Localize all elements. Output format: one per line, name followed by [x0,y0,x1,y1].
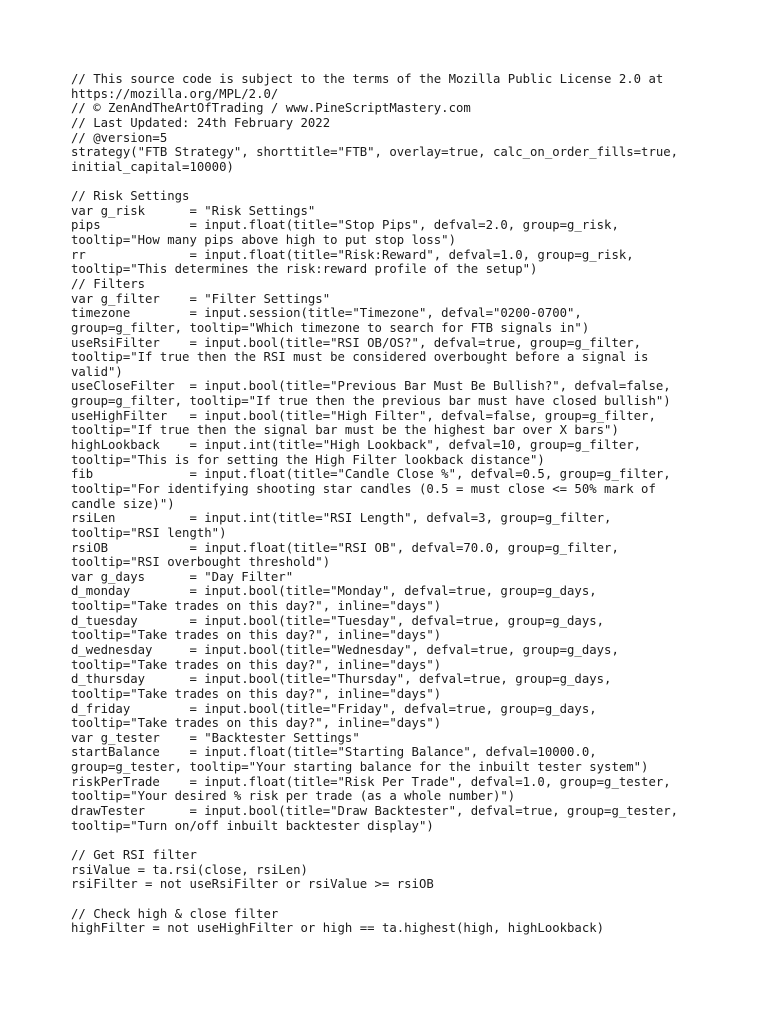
code-line: rsiOB = input.float(title="RSI OB", defval=70.0, group=g_filter, [71,540,619,555]
code-line: var g_days = "Day Filter" [71,569,294,584]
code-line: tooltip="How many pips above high to put stop loss") [71,233,456,248]
code-line: pips = input.float(title="Stop Pips", defval=2.0, group=g_risk, [71,218,619,233]
code-line: // Filters [71,276,146,291]
code-line: strategy("FTB Strategy", shorttitle="FTB", overlay=true, calc_on_order_fills=true, [71,145,679,160]
code-line: rr = input.float(title="Risk:Reward", defval=1.0, group=g_risk, [71,247,634,262]
code-line: d_monday = input.bool(title="Monday", defval=true, group=g_days, [71,584,597,599]
code-line: tooltip="This determines the risk:reward profile of the setup") [71,262,538,277]
code-line: https://mozilla.org/MPL/2.0/ [71,86,279,101]
code-line: rsiFilter = not useRsiFilter or rsiValue >= rsiOB [71,877,434,892]
code-line: tooltip="This is for setting the High Filter lookback distance") [71,452,545,467]
code-line [71,174,751,189]
code-line: // Check high & close filter [71,906,279,921]
code-line: d_thursday = input.bool(title="Thursday", defval=true, group=g_days, [71,672,612,687]
code-line: fib = input.float(title="Candle Close %", defval=0.5, group=g_filter, [71,467,671,482]
code-line: highLookback = input.int(title="High Lookback", defval=10, group=g_filter, [71,438,642,453]
code-line: highFilter = not useHighFilter or high == ta.highest(high, highLookback) [71,921,605,936]
code-line: d_wednesday = input.bool(title="Wednesday", defval=true, group=g_days, [71,642,619,657]
code-line: rsiLen = input.int(title="RSI Length", defval=3, group=g_filter, [71,511,612,526]
code-line: // © ZenAndTheArtOfTrading / www.PineScriptMastery.com [71,101,471,116]
code-line: rsiValue = ta.rsi(close, rsiLen) [71,862,308,877]
code-line [71,833,751,848]
code-line: tooltip="Take trades on this day?", inline="days") [71,686,442,701]
code-line: tooltip="If true then the RSI must be considered overbought before a signal is [71,350,649,365]
code-line: drawTester = input.bool(title="Draw Backtester", defval=true, group=g_tester, [71,804,679,819]
code-line: startBalance = input.float(title="Starting Balance", defval=10000.0, [71,745,597,760]
code-line: candle size)") [71,496,175,511]
code-line: var g_tester = "Backtester Settings" [71,730,360,745]
code-line: valid") [71,364,123,379]
code-line: // Last Updated: 24th February 2022 [71,115,331,130]
code-line: group=g_tester, tooltip="Your starting balance for the inbuilt tester system") [71,760,649,775]
code-line: useRsiFilter = input.bool(title="RSI OB/OS?", defval=true, group=g_filter, [71,335,642,350]
code-line: riskPerTrade = input.float(title="Risk Per Trade", defval=1.0, group=g_tester, [71,774,671,789]
code-line: // This source code is subject to the terms of the Mozilla Public License 2.0 at [71,72,664,86]
code-line: tooltip="Take trades on this day?", inline="days") [71,599,442,614]
code-line: tooltip="Take trades on this day?", inline="days") [71,628,442,643]
code-line: var g_risk = "Risk Settings" [71,203,316,218]
code-line: initial_capital=10000) [71,159,234,174]
code-line: tooltip="For identifying shooting star candles (0.5 = must close <= 50% mark of [71,481,656,496]
code-line: // @version=5 [71,130,168,145]
code-line: tooltip="Take trades on this day?", inline="days") [71,716,442,731]
code-line: tooltip="RSI overbought threshold") [71,555,331,570]
code-line: tooltip="Turn on/off inbuilt backtester display") [71,818,434,833]
code-line: timezone = input.session(title="Timezone", defval="0200-0700", [71,306,582,321]
code-line: useCloseFilter = input.bool(title="Previous Bar Must Be Bullish?", defval=false, [71,379,671,394]
code-listing [71,72,751,936]
code-line [71,892,751,907]
code-line: d_tuesday = input.bool(title="Tuesday", defval=true, group=g_days, [71,613,605,628]
code-line: tooltip="If true then the signal bar must be the highest bar over X bars") [71,423,619,438]
code-line: group=g_filter, tooltip="Which timezone to search for FTB signals in") [71,320,590,335]
code-line: tooltip="RSI length") [71,525,227,540]
code-line: group=g_filter, tooltip="If true then the previous bar must have closed bullish") [71,394,671,409]
code-line: tooltip="Your desired % risk per trade (as a whole number)") [71,789,516,804]
code-line: // Risk Settings [71,189,190,204]
code-line: var g_filter = "Filter Settings" [71,291,331,306]
code-line: useHighFilter = input.bool(title="High Filter", defval=false, group=g_filter, [71,408,656,423]
code-line: d_friday = input.bool(title="Friday", defval=true, group=g_days, [71,701,597,716]
code-line: tooltip="Take trades on this day?", inline="days") [71,657,442,672]
code-line: // Get RSI filter [71,847,197,862]
